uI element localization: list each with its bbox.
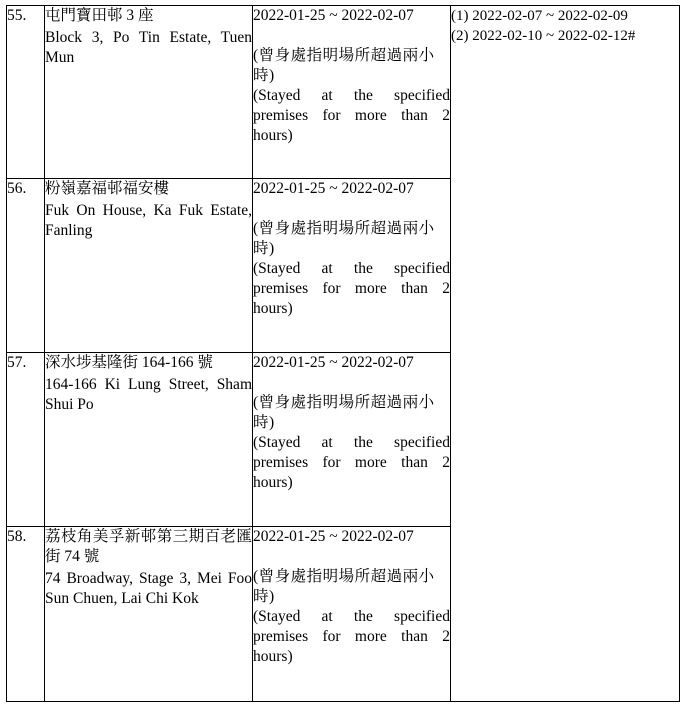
entry-number: 58. — [7, 527, 45, 702]
address-chinese: 荔枝角美孚新邨第三期百老匯街 74 號 — [45, 528, 252, 565]
period-cell — [253, 353, 451, 527]
address-chinese: 粉嶺嘉福邨福安樓 — [45, 180, 170, 197]
address-chinese: 屯門寶田邨 3 座 — [45, 7, 154, 24]
address-chinese: 深水埗基隆街 164-166 號 — [45, 354, 213, 371]
stay-note-chinese: (曾身處指明場所超過兩小時) — [253, 394, 435, 431]
stay-note-english: (Stayed at the specified premises for more than 2 hours) — [253, 608, 450, 665]
period-cell — [253, 6, 451, 179]
stay-note-english: (Stayed at the specified premises for more than 2 hours) — [253, 260, 450, 317]
stay-period: 2022-01-25 ~ 2022-02-07 — [253, 354, 414, 371]
stay-note-english: (Stayed at the specified premises for more than 2 hours) — [253, 434, 450, 491]
period-cell — [253, 179, 451, 353]
address-english: Fuk On House, Ka Fuk Estate, Fanling — [45, 202, 252, 239]
stay-period: 2022-01-25 ~ 2022-02-07 — [253, 180, 414, 197]
entry-number: 57. — [7, 353, 45, 527]
period-cell — [253, 527, 451, 702]
address-cell — [45, 353, 253, 527]
stay-period: 2022-01-25 ~ 2022-02-07 — [253, 7, 414, 24]
stay-period: 2022-01-25 ~ 2022-02-07 — [253, 528, 414, 545]
test-date-range-2: (2) 2022-02-10 ~ 2022-02-12# — [451, 28, 636, 44]
entry-number: 55. — [7, 6, 45, 179]
address-cell — [45, 179, 253, 353]
address-english: 74 Broadway, Stage 3, Mei Foo Sun Chuen, Lai Chi Kok — [45, 570, 252, 607]
test-date-range-1: (1) 2022-02-07 ~ 2022-02-09 — [451, 8, 628, 24]
address-cell — [45, 6, 253, 179]
address-cell — [45, 527, 253, 702]
stay-note-chinese: (曾身處指明場所超過兩小時) — [253, 220, 435, 257]
address-english: Block 3, Po Tin Estate, Tuen Mun — [45, 29, 252, 66]
table-row — [7, 6, 680, 179]
entry-number: 56. — [7, 179, 45, 353]
address-english: 164-166 Ki Lung Street, Sham Shui Po — [45, 376, 252, 413]
stay-note-chinese: (曾身處指明場所超過兩小時) — [253, 47, 435, 84]
stay-note-chinese: (曾身處指明場所超過兩小時) — [253, 568, 435, 605]
specified-premises-table — [6, 5, 680, 702]
stay-note-english: (Stayed at the specified premises for more than 2 hours) — [253, 87, 450, 144]
compulsory-test-dates-cell — [451, 6, 680, 702]
